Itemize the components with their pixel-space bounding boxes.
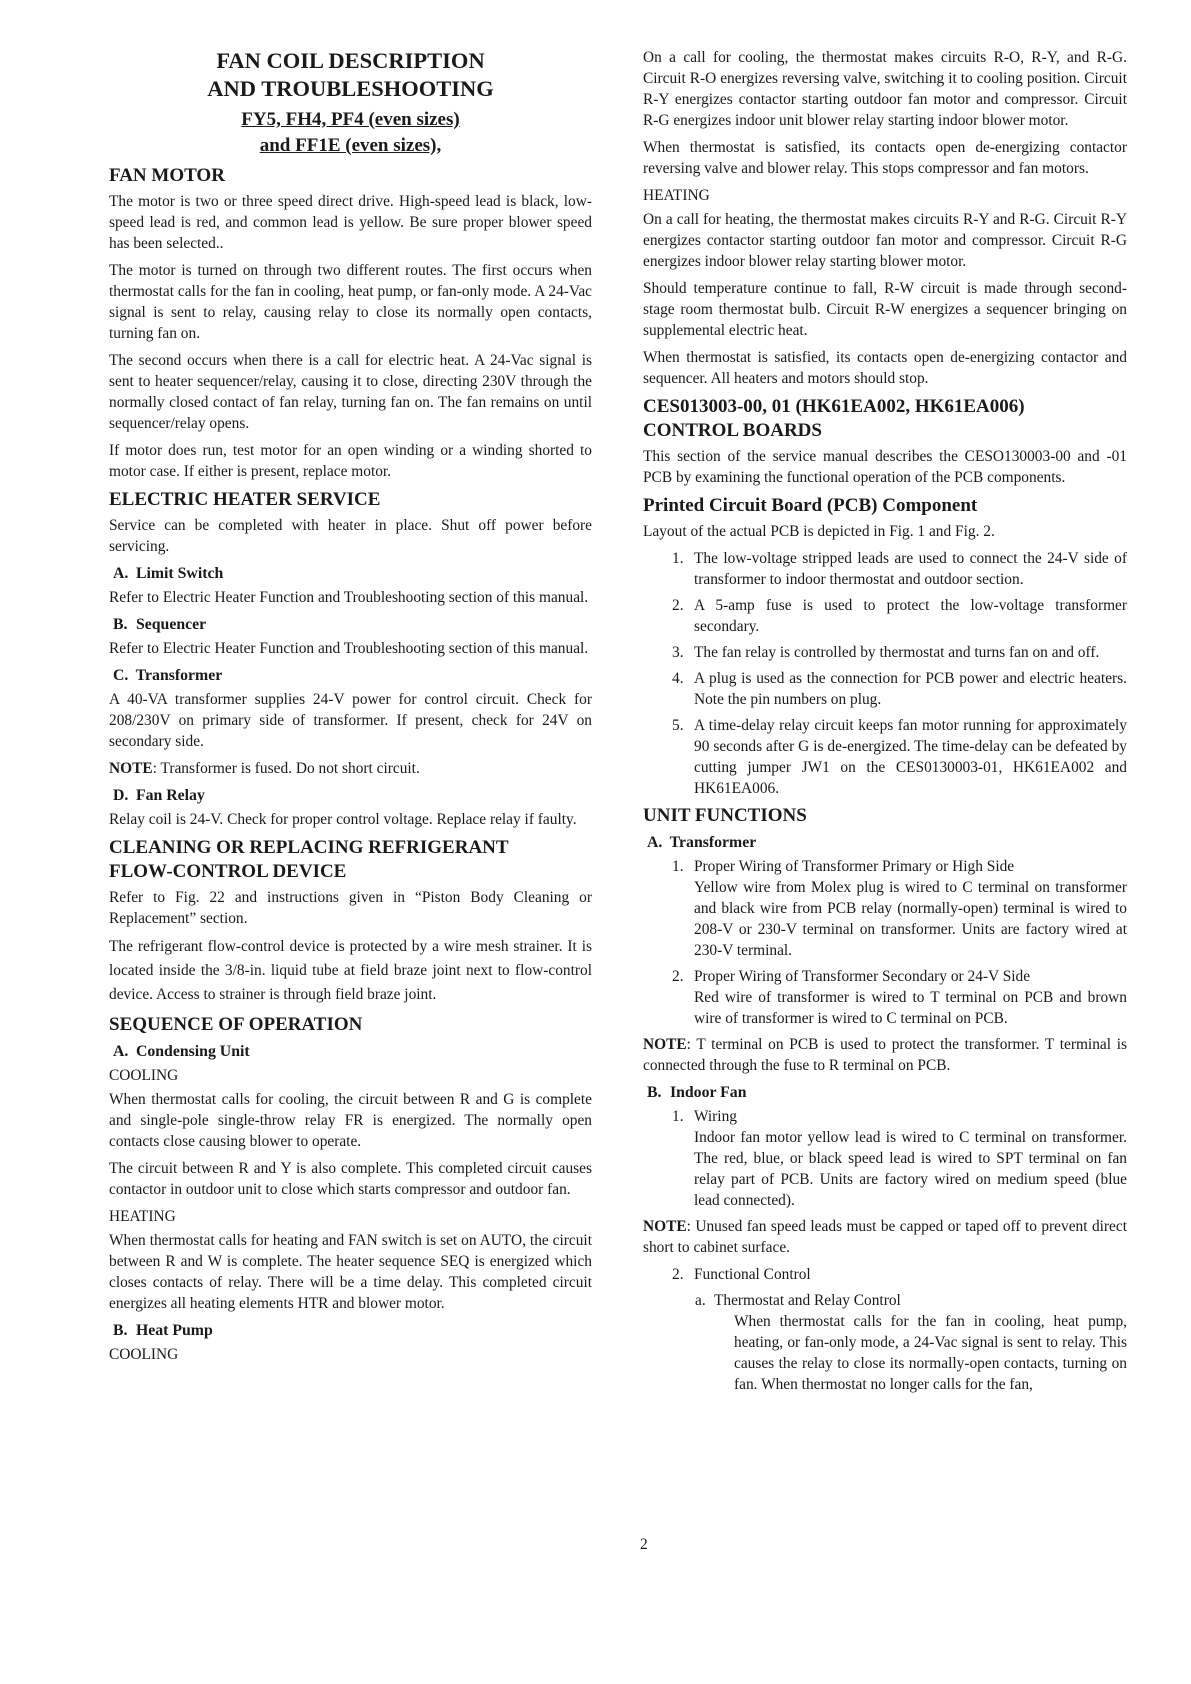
unit-functions-heading: UNIT FUNCTIONS	[643, 805, 807, 826]
thermostat-relay-control	[643, 1290, 1127, 1395]
item-text: Indoor fan motor yellow lead is wired to C terminal on transformer. The red, blue, or black speed lead is wired to SPT terminal on fan relay part of PCB. Units are factory wired on medium speed (blue lead connected).	[694, 1129, 1127, 1209]
item-number: 2.	[672, 1266, 684, 1283]
transformer-text: A 40-VA transformer supplies 24-V power for control circuit. Check for 208/230V on primary side of transformer. If present, check for 24V on secondary side.	[109, 691, 592, 750]
item-number: 2.	[672, 968, 684, 985]
item-text: Yellow wire from Molex plug is wired to C terminal on transformer and black wire from PCB relay (normally-open) terminal is wired to 208-V or 230-V terminal on transformer. Units are factory wired at 230-V terminal.	[694, 879, 1127, 959]
document-title-line-2: AND TROUBLESHOOTING	[207, 76, 494, 101]
item-text: A 5-amp fuse is used to protect the low-voltage transformer secondary.	[694, 597, 1127, 635]
note-text: : Transformer is fused. Do not short circuit.	[152, 760, 420, 777]
heating-paragraph-1: When thermostat calls for heating and FAN switch is set on AUTO, the circuit between R and W is complete. The heater sequence SEQ is energized which closes contacts of relay. There will be a time delay. This completed circuit energizes all heating elements HTR and blower motor.	[109, 1232, 592, 1312]
left-column	[109, 47, 592, 1368]
cleaning-heading-line-1: CLEANING OR REPLACING REFRIGERANT	[109, 837, 509, 858]
heat-pump-heading	[113, 1320, 592, 1341]
limit-switch-heading	[113, 563, 592, 584]
fan-motor-paragraph-2: The motor is turned on through two different routes. The first occurs when thermostat calls for the fan in cooling, heat pump, or fan-only mode. A 24-Vac signal is sent to relay, causing relay to close its normally open contacts, turning fan on.	[109, 262, 592, 342]
section-title: Sequencer	[135, 616, 207, 633]
fan-motor-heading: FAN MOTOR	[109, 165, 225, 186]
section-title: Transformer	[669, 834, 757, 851]
ces-paragraph: This section of the service manual describes the CESO130003-00 and -01 PCB by examining the functional operation of the PCB components.	[643, 448, 1127, 486]
document-subtitle-line-2: and FF1E (even sizes),	[259, 135, 442, 156]
unit-note-2	[643, 1216, 1127, 1258]
item-number: 2.	[672, 597, 684, 614]
list-item	[643, 856, 1127, 961]
item-title: Functional Control	[694, 1266, 811, 1283]
section-label: A.	[113, 565, 129, 582]
fan-motor-paragraph-1: The motor is two or three speed direct drive. High-speed lead is black, low-speed lead is red, and common lead is yellow. Be sure proper blower speed has been selected..	[109, 193, 592, 252]
limit-switch-text: Refer to Electric Heater Function and Troubleshooting section of this manual.	[109, 589, 589, 606]
item-letter: a.	[695, 1292, 706, 1309]
note-label: NOTE	[643, 1218, 687, 1235]
pcb-heading: Printed Circuit Board (PCB) Component	[643, 495, 978, 516]
list-item	[643, 1106, 1127, 1211]
document-title-line-1: FAN COIL DESCRIPTION	[216, 48, 485, 73]
section-title: Heat Pump	[135, 1322, 213, 1339]
section-title: Condensing Unit	[135, 1043, 250, 1060]
cleaning-heading-2	[109, 860, 592, 884]
heat-pump-cooling-label: COOLING	[109, 1346, 179, 1363]
functional-control-list	[643, 1264, 1127, 1285]
hp-heating-paragraph-1: On a call for heating, the thermostat makes circuits R-Y and R-G. Circuit R-Y energizes contactor starting outdoor fan motor and compressor. Circuit R-G energizes indoor blower relay starting blower motor.	[643, 211, 1127, 270]
fan-motor-paragraph-3: The second occurs when there is a call for electric heat. A 24-Vac signal is sent to heater sequencer/relay, causing it to close, directing 230V through the normally closed contact of fan relay, turning fan on. The fan remains on until sequencer/relay opens.	[109, 352, 592, 432]
pcb-component-list	[643, 548, 1127, 799]
item-number: 1.	[672, 1108, 684, 1125]
sequencer-heading	[113, 614, 592, 635]
document-subtitle-line-1: FY5, FH4, PF4 (even sizes)	[241, 109, 460, 130]
item-number: 3.	[672, 644, 684, 661]
item-text: When thermostat calls for the fan in cooling, heat pump, heating, or fan-only mode, a 24-Vac signal is sent to relay. This causes the relay to close its normally-open contacts, turning on fan. When thermostat no longer calls for the fan,	[734, 1313, 1127, 1393]
cleaning-paragraph-2: The refrigerant flow-control device is protected by a wire mesh strainer. It is located inside the 3/8-in. liquid tube at field braze joint next to flow-control device. Access to strainer is through field braze joint.	[109, 938, 592, 1003]
section-label: B.	[113, 616, 128, 633]
unit-transformer-heading	[647, 832, 1127, 853]
note-text: : T terminal on PCB is used to protect the transformer. T terminal is connected through the fuse to R terminal on PCB.	[643, 1036, 1127, 1074]
sequence-heading: SEQUENCE OF OPERATION	[109, 1014, 363, 1035]
note-label: NOTE	[643, 1036, 687, 1053]
transformer-heading	[113, 665, 592, 686]
fan-motor-paragraph-4: If motor does run, test motor for an open winding or a winding shorted to motor case. If either is present, replace motor.	[109, 442, 592, 480]
item-number: 5.	[672, 717, 684, 734]
item-text: A plug is used as the connection for PCB power and electric heaters. Note the pin numbers on plug.	[694, 670, 1127, 708]
fan-relay-heading	[113, 785, 592, 806]
section-label: C.	[113, 667, 129, 684]
hp-cooling-paragraph-2: When thermostat is satisfied, its contacts open de-energizing contactor reversing valve and blower relay. This stops compressor and fan motors.	[643, 139, 1127, 177]
item-title: Proper Wiring of Transformer Secondary or 24-V Side	[694, 968, 1031, 985]
fan-relay-text: Relay coil is 24-V. Check for proper control voltage. Replace relay if faulty.	[109, 811, 577, 828]
note-label: NOTE	[109, 760, 153, 777]
hp-heating-paragraph-3: When thermostat is satisfied, its contacts open de-energizing contactor and sequencer. All heaters and motors should stop.	[643, 349, 1127, 387]
list-item	[643, 966, 1127, 1029]
heater-service-heading: ELECTRIC HEATER SERVICE	[109, 489, 381, 510]
section-title: Fan Relay	[135, 787, 205, 804]
pcb-intro: Layout of the actual PCB is depicted in Fig. 1 and Fig. 2.	[643, 523, 995, 540]
item-text: Red wire of transformer is wired to T terminal on PCB and brown wire of transformer is wired to C terminal on PCB.	[694, 989, 1127, 1027]
item-text: A time-delay relay circuit keeps fan motor running for approximately 90 seconds after G is de-energized. The time-delay can be defeated by cutting jumper JW1 on the CES0130003-01, HK61EA002 and HK61EA006.	[694, 717, 1127, 797]
item-title: Wiring	[694, 1108, 737, 1125]
section-label: B.	[113, 1322, 128, 1339]
cooling-paragraph-2: The circuit between R and Y is also complete. This completed circuit causes contactor in outdoor unit to close which starts compressor and outdoor fan.	[109, 1160, 592, 1198]
ces-heading-line-2: CONTROL BOARDS	[643, 420, 822, 441]
heating-label: HEATING	[109, 1208, 176, 1225]
right-column	[643, 47, 1127, 1395]
section-title: Indoor Fan	[669, 1084, 747, 1101]
list-item	[643, 595, 1127, 637]
item-number: 1.	[672, 858, 684, 875]
item-text: The low-voltage stripped leads are used to connect the 24-V side of transformer to indoor thermostat and outdoor section.	[694, 550, 1127, 588]
item-text: The fan relay is controlled by thermostat and turns fan on and off.	[694, 644, 1100, 661]
item-title: Proper Wiring of Transformer Primary or High Side	[694, 858, 1015, 875]
cooling-paragraph-1: When thermostat calls for cooling, the circuit between R and G is complete and single-pole single-throw relay FR is energized. The normally open contacts close causing blower to operate.	[109, 1091, 592, 1150]
page-number: 2	[640, 1536, 648, 1553]
sequencer-text: Refer to Electric Heater Function and Troubleshooting section of this manual.	[109, 640, 589, 657]
section-label: A.	[647, 834, 663, 851]
item-number: 4.	[672, 670, 684, 687]
cleaning-heading-line-2: FLOW-CONTROL DEVICE	[109, 861, 347, 882]
cleaning-paragraph-1: Refer to Fig. 22 and instructions given in “Piston Body Cleaning or Replacement” section.	[109, 889, 592, 927]
section-label: A.	[113, 1043, 129, 1060]
section-title: Transformer	[135, 667, 223, 684]
unit-note-1	[643, 1034, 1127, 1076]
section-label: D.	[113, 787, 129, 804]
cleaning-heading	[109, 836, 592, 860]
transformer-wiring-list	[643, 856, 1127, 1029]
heater-service-intro: Service can be completed with heater in place. Shut off power before servicing.	[109, 517, 592, 555]
list-item	[643, 642, 1127, 663]
indoor-fan-list	[643, 1106, 1127, 1211]
section-title: Limit Switch	[135, 565, 224, 582]
item-title: Thermostat and Relay Control	[714, 1292, 901, 1309]
section-label: B.	[647, 1084, 662, 1101]
hp-heating-paragraph-2: Should temperature continue to fall, R-W circuit is made through second-stage room thermostat bulb. Circuit R-W energizes a sequencer bringing on supplemental electric heat.	[643, 280, 1127, 339]
ces-heading-line-1: CES013003-00, 01 (HK61EA002, HK61EA006)	[643, 396, 1025, 417]
hp-cooling-paragraph-1: On a call for cooling, the thermostat makes circuits R-O, R-Y, and R-G. Circuit R-O energizes reversing valve, switching it to cooling position. Circuit R-Y energizes contactor starting outdoor fan motor and compressor. Circuit R-G energizes indoor unit blower relay starting indoor blower motor.	[643, 49, 1127, 129]
list-item	[643, 1264, 1127, 1285]
list-item	[643, 548, 1127, 590]
note-text: : Unused fan speed leads must be capped or taped off to prevent direct short to cabinet surface.	[643, 1218, 1127, 1256]
condensing-unit-heading	[113, 1041, 592, 1062]
indoor-fan-heading	[647, 1082, 1127, 1103]
transformer-note	[109, 758, 592, 779]
item-number: 1.	[672, 550, 684, 567]
cooling-label: COOLING	[109, 1067, 179, 1084]
list-item	[643, 715, 1127, 799]
hp-heating-label: HEATING	[643, 187, 710, 204]
list-item	[643, 668, 1127, 710]
